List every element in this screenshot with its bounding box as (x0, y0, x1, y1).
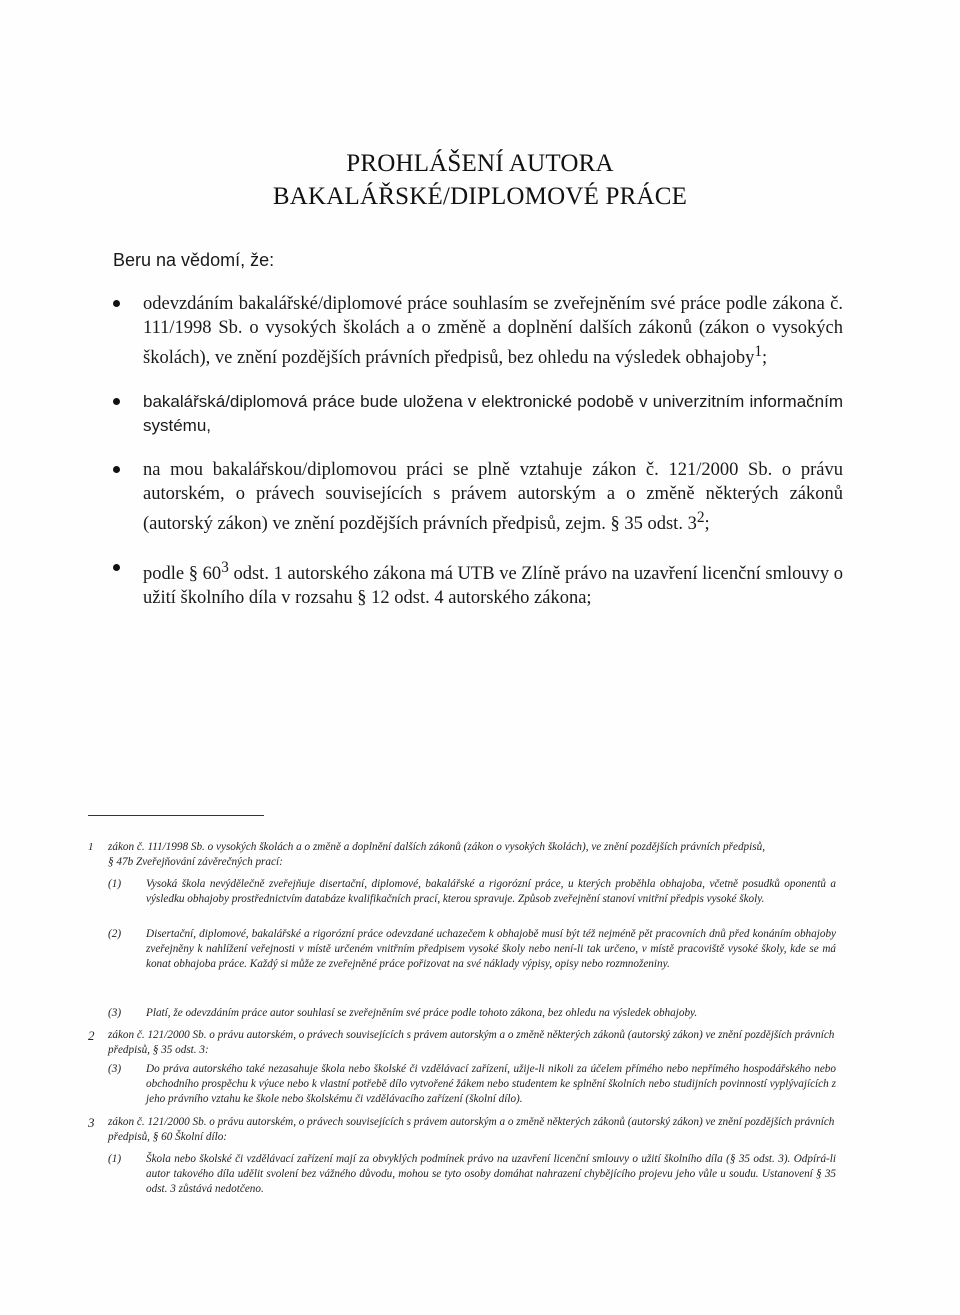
para-number: (3) (108, 1063, 122, 1075)
bullet-item-publication (113, 292, 843, 370)
footnote-head: zákon č. 121/2000 Sb. o právu autorském, o právech souvisejících s právem autorským a o změně některých zákonů (autorský zákon) ve znění pozdějších právních předpisů, § 60 Školní dílo: (108, 1116, 835, 1143)
para-text: Škola nebo školské či vzdělávací zařízení mají za obvyklých podmínek právo na uzavření licenční smlouvy o užití školního díla (§ 35 odst. 3). Odpírá-li autor takového díla udělit svolení bez vážného důvodu, mohou se tyto osoby domáhat nahrazení chybějícího projevu jeho vůle u soudu. Ustanovení § 35 odst. 3 zůstává nedotčeno. (146, 1153, 836, 1195)
title-line-2: BAKALÁŘSKÉ/DIPLOMOVÉ PRÁCE (272, 183, 688, 210)
intro-text: Beru na vědomí, že: (113, 250, 275, 270)
footnote-1-para-3 (88, 1006, 848, 1021)
bullet-item-license (113, 556, 843, 610)
bullet-dot-icon (113, 466, 120, 473)
bullet-item-copyright (113, 458, 843, 536)
footnote-mark: 3 (88, 1115, 95, 1130)
title-line-1: PROHLÁŠENÍ AUTORA (346, 150, 614, 177)
footnote-3 (88, 1115, 848, 1145)
footnote-mark: 1 (88, 841, 94, 853)
footnote-head: zákon č. 111/1998 Sb. o vysokých školách a o změně a doplnění dalších zákonů (zákon o vysokých školách), ve znění pozdějších právních předpisů, (108, 841, 766, 853)
footnote-ref: 2 (696, 509, 705, 527)
para-text: Platí, že odevzdáním práce autor souhlasí se zveřejněním své práce podle tohoto zákona, bez ohledu na výsledek obhajoby. (146, 1007, 698, 1019)
para-text: Do práva autorského také nezasahuje škola nebo školské či vzdělávací zařízení, užije-li nikoli za účelem přímého nebo nepřímého hospodářského nebo obchodního prospěchu k výuce nebo k vlastní potřebě dílo vytvořené žákem nebo studentem ke splnění školních nebo studijních povinností vyplývajících z jeho právního vztahu ke škole nebo školskému či vzdělávacího zařízení (školní dílo). (146, 1063, 836, 1105)
footnote-divider (88, 815, 264, 816)
bullet-item-storage (113, 390, 843, 438)
footnote-head: zákon č. 121/2000 Sb. o právu autorském, o právech souvisejících s právem autorským a o změně některých zákonů (autorský zákon) ve znění pozdějších právních předpisů, § 35 odst. 3: (108, 1029, 835, 1056)
bullet-list (113, 292, 843, 610)
footnote-1-para-2 (88, 927, 848, 972)
footnote-section: § 47b Zveřejňování závěrečných prací: (108, 856, 283, 868)
footnote-1-para-1 (88, 877, 848, 907)
footnote-3-para-1 (88, 1152, 848, 1197)
footnote-2 (88, 1028, 848, 1058)
bullet-text-end: odst. 1 autorského zákona má UTB ve Zlíně právo na uzavření licenční smlouvy o užití školního díla v rozsahu § 12 odst. 4 autorského zákona; (143, 564, 843, 609)
bullet-dot-icon (113, 564, 120, 571)
bullet-text-end: ; (762, 348, 768, 369)
bullet-text: odevzdáním bakalářské/diplomové práce souhlasím se zveřejněním své práce podle zákona č. 111/1998 Sb. o vysokých školách a o změně a doplnění dalších zákonů (zákon o vysokých školách), ve znění pozdějších právních předpisů, bez ohledu na výsledek obhajoby (143, 294, 843, 369)
para-text: Disertační, diplomové, bakalářské a rigorózní práce odevzdané uchazečem k obhajobě musí být též nejméně pět pracovních dnů před konáním obhajoby zveřejněny k nahlížení veřejnosti v místě určeném vnitřním předpisem vysoké školy nebo není-li tak určeno, v místě pracoviště vysoké školy, kde se má konat obhajoba práce. Každý si může ze zveřejněné práce pořizovat na své náklady výpisy, opisy nebo rozmnoženiny. (146, 928, 836, 970)
footnote-mark: 2 (88, 1028, 95, 1043)
footnote-ref: 3 (221, 559, 229, 577)
para-number: (1) (108, 878, 122, 890)
para-text: Vysoká škola nevýdělečně zveřejňuje disertační, diplomové, bakalářské a rigorózní práce, u kterých proběhla obhajoba, včetně posudků oponentů a výsledku obhajoby prostřednictvím databáze kvalifikačních prací, kterou spravuje. Způsob zveřejnění stanoví vnitřní předpis vysoké školy. (146, 878, 836, 905)
bullet-text: podle § 60 (143, 564, 222, 585)
bullet-dot-icon (113, 300, 120, 307)
footnote-2-para-1 (88, 1062, 848, 1107)
bullet-text: na mou bakalářskou/diplomovou práci se plně vztahuje zákon č. 121/2000 Sb. o právu autorském, o právech souvisejících s právem autorským a o změně některých zákonů (autorský zákon) ve znění pozdějších právních předpisů, zejm. § 35 odst. 3 (143, 460, 843, 535)
bullet-text-end: ; (704, 514, 710, 535)
para-number: (3) (108, 1007, 122, 1019)
bullet-text: bakalářská/diplomová práce bude uložena v elektronické podobě v univerzitním informačním systému, (143, 392, 843, 436)
footnote-1 (88, 840, 848, 870)
bullet-dot-icon (113, 398, 120, 405)
para-number: (1) (108, 1153, 122, 1165)
footnote-ref: 1 (754, 343, 763, 360)
para-number: (2) (108, 928, 122, 940)
